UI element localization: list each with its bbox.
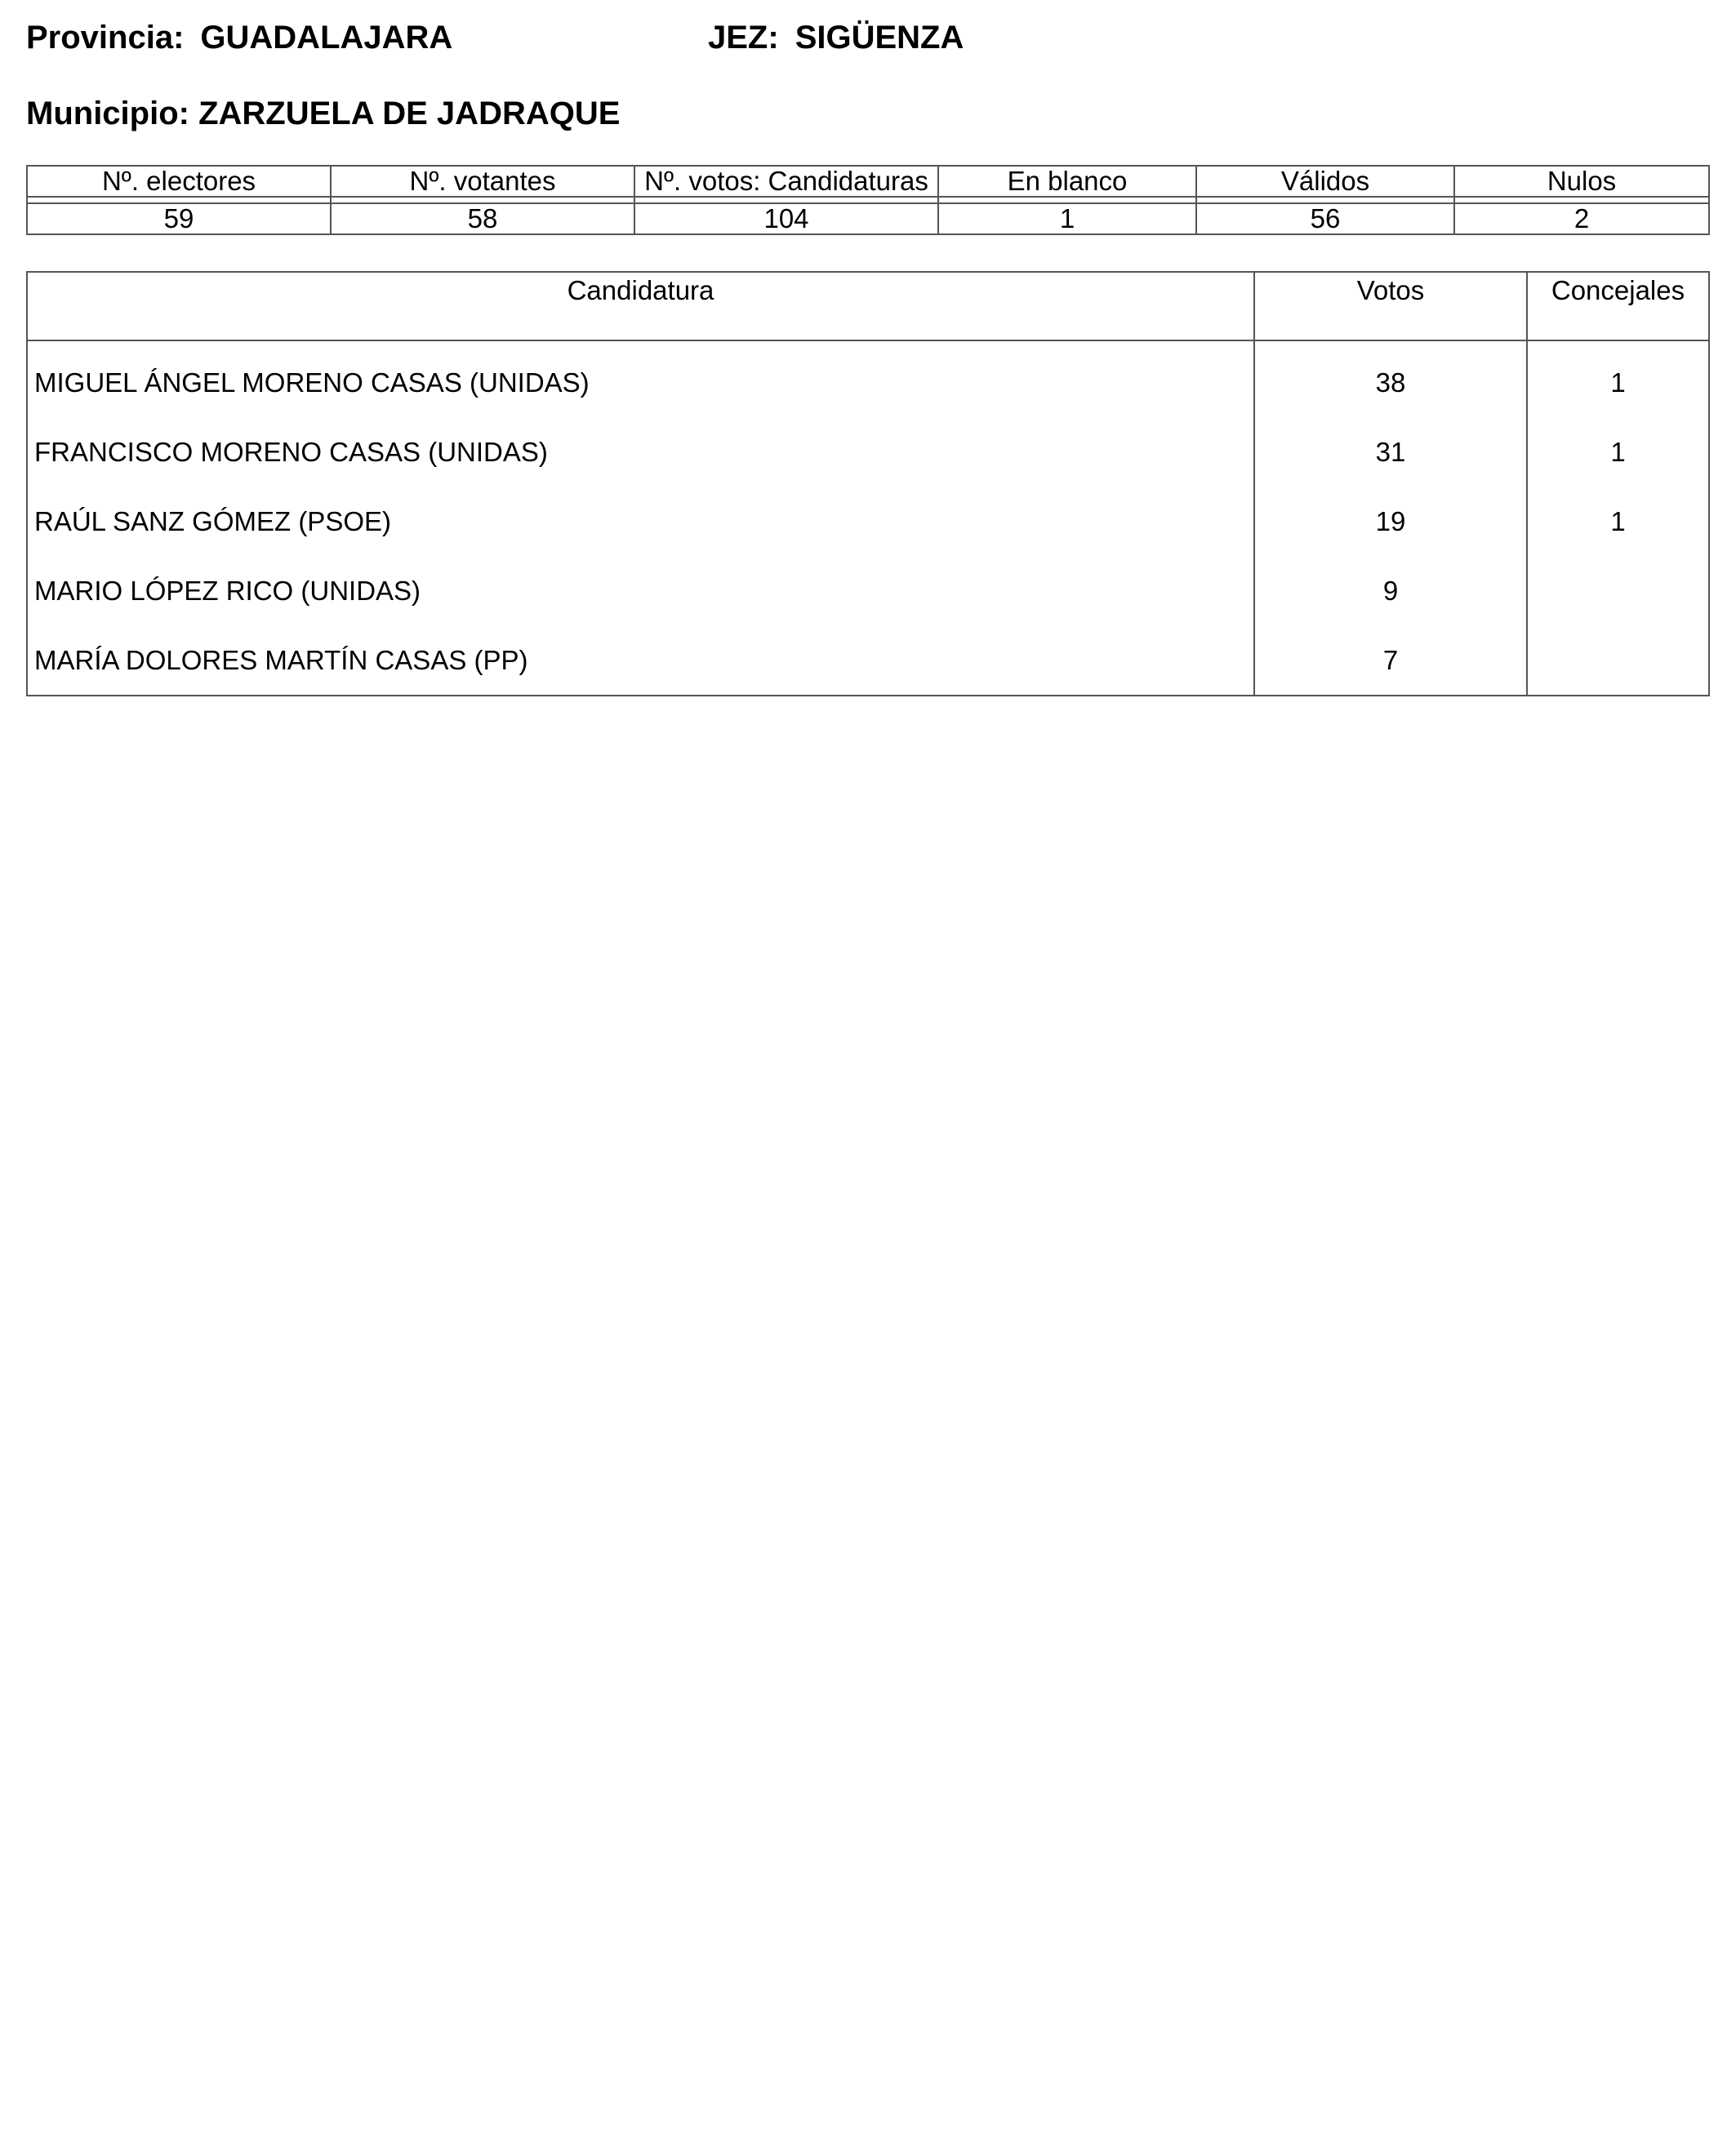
jez-label: JEZ: <box>708 20 779 56</box>
table-row <box>27 487 1709 556</box>
results-spacer <box>27 340 1709 348</box>
votos-cell: 19 <box>1254 487 1527 556</box>
municipio-line <box>26 94 620 133</box>
summary-header-nulos: Nulos <box>1454 166 1709 197</box>
candidatura-cell: RAÚL SANZ GÓMEZ (PSOE) <box>27 487 1254 556</box>
municipio-value: ZARZUELA DE JADRAQUE <box>198 96 621 131</box>
candidatura-cell: MARIO LÓPEZ RICO (UNIDAS) <box>27 556 1254 625</box>
summary-table <box>26 165 1710 235</box>
summary-value-en-blanco: 1 <box>938 203 1196 234</box>
table-row <box>27 556 1709 625</box>
provincia-line <box>26 18 452 57</box>
municipio-label: Municipio: <box>26 96 189 131</box>
table-row <box>27 625 1709 696</box>
summary-value-row <box>27 203 1709 234</box>
candidatura-cell: MIGUEL ÁNGEL MORENO CASAS (UNIDAS) <box>27 348 1254 417</box>
summary-value-votantes: 58 <box>331 203 634 234</box>
provincia-label: Provincia: <box>26 20 185 56</box>
summary-header-electores: Nº. electores <box>27 166 331 197</box>
summary-header-validos: Válidos <box>1196 166 1454 197</box>
summary-header-votantes: Nº. votantes <box>331 166 634 197</box>
votos-cell: 31 <box>1254 417 1527 487</box>
candidatura-cell: FRANCISCO MORENO CASAS (UNIDAS) <box>27 417 1254 487</box>
summary-value-electores: 59 <box>27 203 331 234</box>
summary-value-votos-candidaturas: 104 <box>634 203 938 234</box>
summary-value-validos: 56 <box>1196 203 1454 234</box>
votos-cell: 7 <box>1254 625 1527 696</box>
jez-value: SIGÜENZA <box>795 20 964 56</box>
votos-cell: 38 <box>1254 348 1527 417</box>
summary-header-en-blanco: En blanco <box>938 166 1196 197</box>
votos-cell: 9 <box>1254 556 1527 625</box>
candidatura-cell: MARÍA DOLORES MARTÍN CASAS (PP) <box>27 625 1254 696</box>
concejales-cell: 1 <box>1527 348 1709 417</box>
concejales-cell <box>1527 625 1709 696</box>
results-table <box>26 271 1710 696</box>
concejales-cell <box>1527 556 1709 625</box>
table-row <box>27 417 1709 487</box>
results-header-votos: Votos <box>1254 272 1527 340</box>
summary-spacer <box>27 197 1709 203</box>
summary-header-row <box>27 166 1709 197</box>
results-header-row <box>27 272 1709 340</box>
provincia-value: GUADALAJARA <box>200 20 453 56</box>
summary-value-nulos: 2 <box>1454 203 1709 234</box>
table-row <box>27 348 1709 417</box>
jez-line <box>708 18 964 57</box>
results-header-concejales: Concejales <box>1527 272 1709 340</box>
concejales-cell: 1 <box>1527 487 1709 556</box>
results-header-candidatura: Candidatura <box>27 272 1254 340</box>
summary-header-votos-candidaturas: Nº. votos: Candidaturas <box>634 166 938 197</box>
concejales-cell: 1 <box>1527 417 1709 487</box>
